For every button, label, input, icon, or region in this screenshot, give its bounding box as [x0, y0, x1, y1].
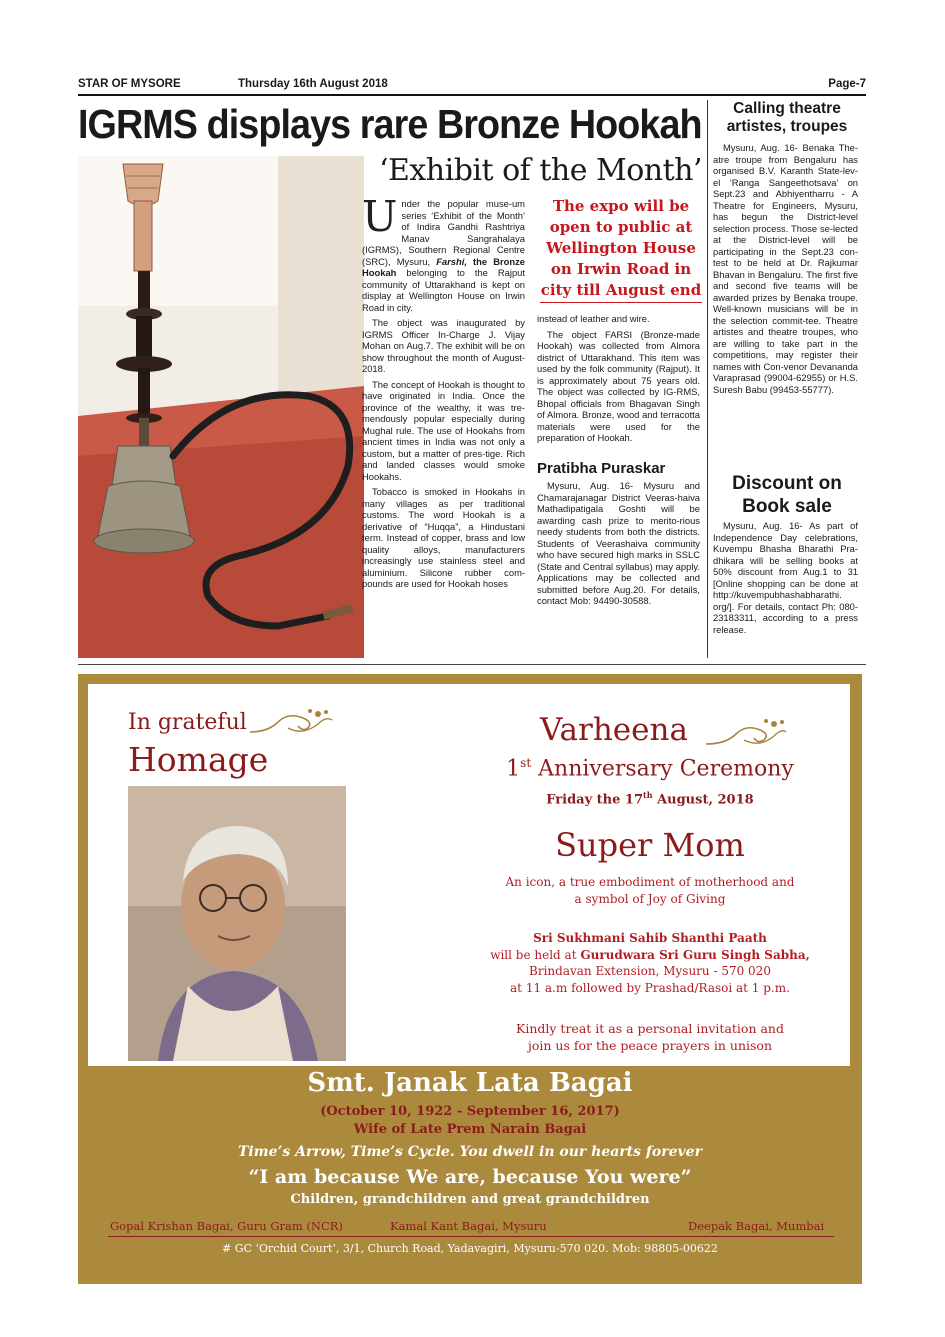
discount-body: Mysuru, Aug. 16- As part of Independence Day celebrations, Kuvempu Bhasha Bharathi Pra-dhikara will be selling books at 50% discount from Aug.1 to 31 [Online shopping can be done at http://kuvempubhashabharathi. org/]. For details, contact Ph: 080-23183311, according to a press release. [713, 520, 858, 635]
contact-address: # GC ‘Orchid Court’, 3/1, Church Road, Yadavagiri, Mysuru-570 020. Mob: 98805-00622 [222, 1242, 718, 1255]
wife-of-line: Wife of Late Prem Narain Bagai [353, 1122, 587, 1137]
story-para-5: instead of leather and wire. [537, 313, 650, 324]
paath-venue-pre: will be held at [490, 947, 581, 962]
publication-name: STAR OF MYSORE [78, 78, 181, 90]
calling-headline [712, 100, 862, 136]
invitation-note [470, 1020, 830, 1054]
calling-headline-line2: artistes, troupes [726, 118, 848, 135]
discount-headline [712, 472, 862, 518]
paath-title: Sri Sukhmani Sahib Shanthi Paath [533, 931, 767, 945]
date-pre: Friday the 17 [546, 792, 644, 808]
issue-date: Thursday 16th August 2018 [238, 78, 388, 90]
paath-venue: Gurudwara Sri Guru Singh Sabha, [580, 947, 810, 962]
tagline-line2: a symbol of Joy of Giving [574, 892, 726, 906]
event-date [500, 790, 800, 807]
calling-body: Mysuru, Aug. 16- Benaka The-atre troupe from Bengaluru has organised B.V. Karanth State-lev-el ‘Ranga Sangeethotsava’ on Sept.23 and Abhiyentharru - A Theatre for Engineers, Mysuru, has begun the District-level selection process. Those se-lected at the District-level will be participating in the Sept.23 con-test to be held at Dr. Rajkumar Bhavan in Bengaluru. The first five and second five teams will be awarded prizes by Benaka troupe. Well-known musicians will be in the selection commit-tee. Theatre artistes and theatre troupes, who are willing to take part in the competitions, may register their names with Con-venor Devananda Varaprasad (99004-62955) or H.S. Suresh Babu (99453-55777). [713, 142, 858, 395]
date-post: August, 2018 [652, 792, 754, 808]
page-number: Page-7 [828, 78, 866, 90]
paath-details [470, 930, 830, 996]
page-header [78, 78, 866, 94]
anniversary-ceremony [500, 756, 800, 781]
story-column-1 [362, 192, 525, 594]
story-para-1-end: belonging to the Rajput community of Uttarakhand is kept on display at Wellington House on Irwin Road in city. [362, 267, 525, 313]
discount-headline-line2: Book sale [742, 496, 832, 517]
portrait-photo [128, 786, 346, 1061]
date-suffix: th [643, 790, 653, 800]
invitation-line1: Kindly treat it as a personal invitation and [516, 1021, 784, 1036]
pull-quote: The expo will be open to public at Wellington House on Irwin Road in city till August end [540, 197, 702, 299]
signature-rule [108, 1236, 834, 1237]
anniv-text: Anniversary Ceremony [531, 756, 794, 782]
the-word: the [466, 255, 494, 267]
sub-headline: ‘Exhibit of the Month’ [378, 153, 702, 188]
main-headline: IGRMS displays rare Bronze Hookah [78, 101, 702, 147]
bronze-hookah-term: Bronze Hookah [362, 255, 525, 278]
super-mom-title: Super Mom [555, 826, 745, 864]
story-para-3: The concept of Hookah is thought to have originated in India. Once the province of the wealthy, it was tre-mendously popular especially during Mughal rule. The use of Hookahs from ancient times in India was not only a custom, but a matter of pres-tige. Rich and landed classes would smoke Hookahs. [362, 378, 525, 482]
tribute-quote: “I am because We are, because You were” [248, 1166, 692, 1188]
tagline-line1: An icon, a true embodiment of motherhood and [505, 875, 795, 889]
column-divider [707, 100, 708, 658]
flourish-ornament-icon [248, 708, 334, 738]
pratibha-body: Mysuru, Aug. 16- Mysuru and Chamarajanagar District Veeras-haiva Mathadipatigala Goshti will be awarding cash prize to merito-rious needy students from both the districts. Students of Veerashaiva community who have secured high marks in SSLC (State and Central syllabus) may apply. Applications may be collected and submitted before Aug.20. For details, contact Mob: 94490-30588. [537, 480, 700, 606]
lifespan-dates: (October 10, 1922 - September 16, 2017) [320, 1104, 620, 1119]
drop-cap: U [362, 192, 398, 241]
invitation-line2: join us for the peace prayers in unison [528, 1038, 772, 1053]
discount-body-block [713, 520, 858, 639]
farshi-term: Farshi, [436, 255, 467, 267]
paath-time: at 11 a.m followed by Prashad/Rasoi at 1 p.m. [510, 980, 790, 995]
paath-address: Brindavan Extension, Mysuru - 570 020 [529, 964, 771, 978]
calling-headline-line1: Calling theatre [733, 100, 841, 117]
story-para-6: The object FARSI (Bronze-made Hookah) was collected from Almora district of Uttarakhand. This item was used by the folk community (Rajput). It is approximately about 75 years old. The object was collected by IG-RMS, Bhopal officials from Bhagavan Singh of Almora. Bronze, wood and terracotta materials were used for the preparation of Hookah. [537, 328, 700, 443]
calling-body-block [713, 142, 858, 399]
flourish-ornament-icon [704, 716, 788, 750]
story-para-2: The object was inaugurated by IGRMS Officer In-Charge J. Vijay Mohan on Aug.7. The exhibit will be on show throughout the month of August-2018. [362, 317, 525, 374]
story-para-4: Tobacco is smoked in Hookahs in many villages as per traditional customs. The word Hookah is a derivative of “Huqqa”, a Hindustani term. Instead of copper, brass and low quality alloys, manufacturers increasingly use stainless steel and aluminium. Silicone rubber com-pounds are used for Hookah hoses [362, 486, 525, 589]
pratibha-headline: Pratibha Puraskar [537, 460, 666, 477]
pull-quote-rule [540, 302, 702, 303]
hookah-photo [78, 156, 364, 658]
header-rule [78, 94, 866, 96]
section-rule [78, 664, 866, 665]
signatory-3: Deepak Bagai, Mumbai [688, 1219, 825, 1233]
signatory-2: Kamal Kant Bagai, Mysuru [390, 1219, 547, 1233]
anniv-number: 1 [506, 756, 521, 782]
honoree-name: Smt. Janak Lata Bagai [307, 1068, 633, 1098]
tagline [480, 874, 820, 908]
signatory-1: Gopal Krishan Bagai, Guru Gram (NCR) [110, 1219, 343, 1233]
anniv-suffix: st [520, 756, 532, 770]
story-para-1: nder the popular muse-um series ‘Exhibit of the Month’ of Indira Gandhi Rashtriya Manav Sangrahalaya (IGRMS), Southern Regional Centre (SRC), Mysuru, [362, 198, 525, 267]
in-grateful-text: In grateful [128, 710, 247, 735]
varheena-title: Varheena [540, 712, 688, 748]
family-line: Children, grandchildren and great grandchildren [290, 1192, 650, 1207]
times-arrow-line: Time’s Arrow, Time’s Cycle. You dwell in our hearts forever [238, 1144, 702, 1160]
discount-headline-line1: Discount on [732, 473, 842, 494]
pratibha-body-block [537, 480, 700, 611]
story-column-2 [537, 313, 700, 448]
homage-text: Homage [128, 740, 269, 779]
